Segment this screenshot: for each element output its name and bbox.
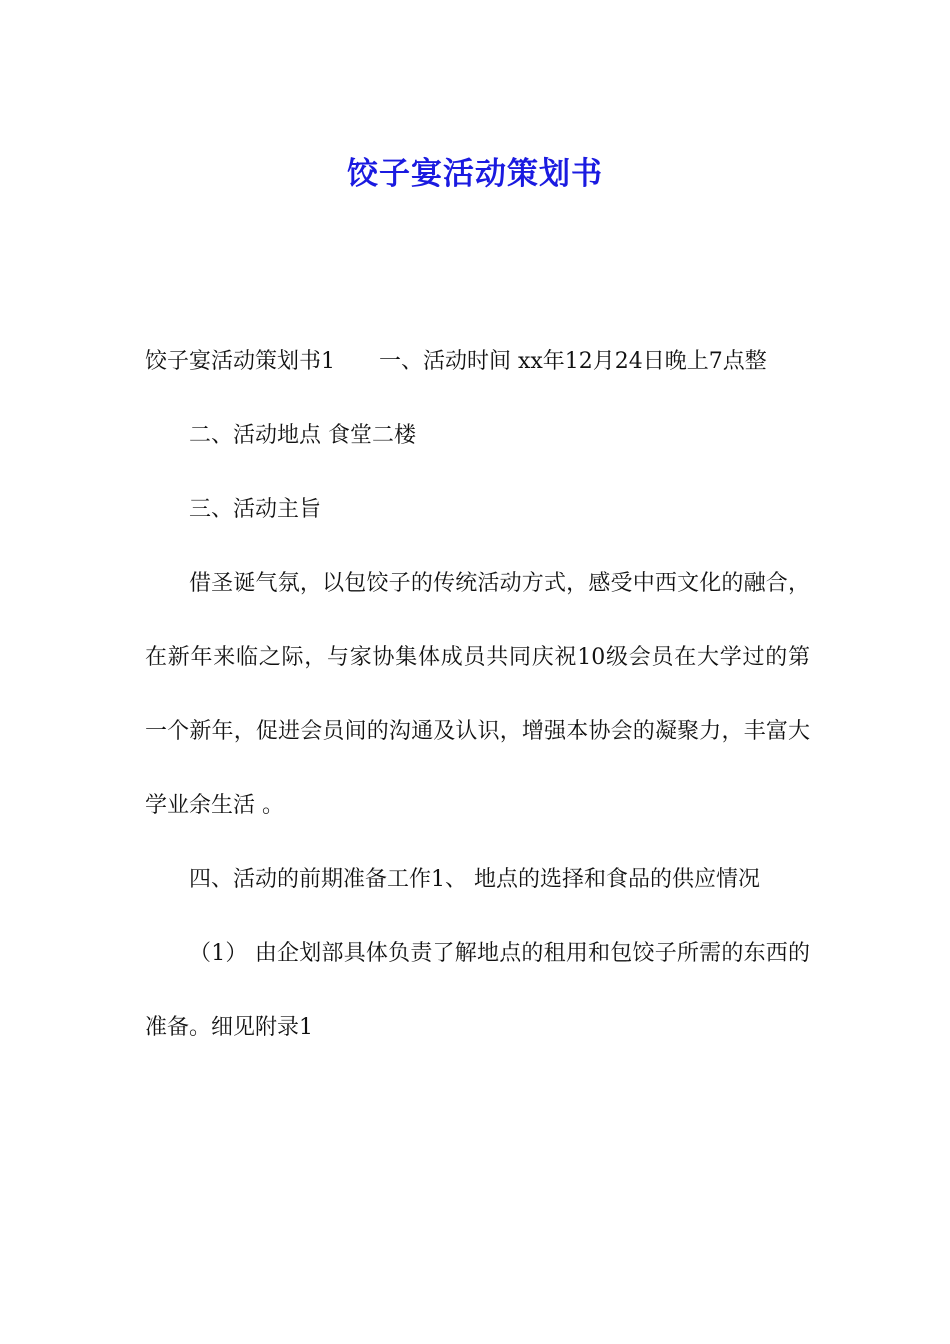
paragraph-activity-purpose-heading: 三、活动主旨	[189, 497, 322, 522]
document-body	[145, 325, 810, 1065]
document-title: 饺子宴活动策划书	[347, 155, 603, 192]
paragraph-activity-time: 饺子宴活动策划书1 一、活动时间 xx年12月24日晚上7点整	[145, 349, 767, 374]
paragraph-preparation-heading: 四、活动的前期准备工作1、 地点的选择和食品的供应情况	[189, 867, 760, 892]
paragraph-activity-purpose: 借圣诞气氛，以包饺子的传统活动方式，感受中西文化的融合，在新年来临之际，与家协集体成员共同庆祝10级会员在大学过的第一个新年，促进会员间的沟通及认识，增强本协会的凝聚力，丰富大学业余生活 。	[145, 571, 810, 818]
paragraph-preparation-item-1: （1） 由企划部具体负责了解地点的租用和包饺子所需的东西的准备。细见附录1	[145, 941, 810, 1040]
paragraph-activity-location: 二、活动地点 食堂二楼	[189, 423, 416, 448]
